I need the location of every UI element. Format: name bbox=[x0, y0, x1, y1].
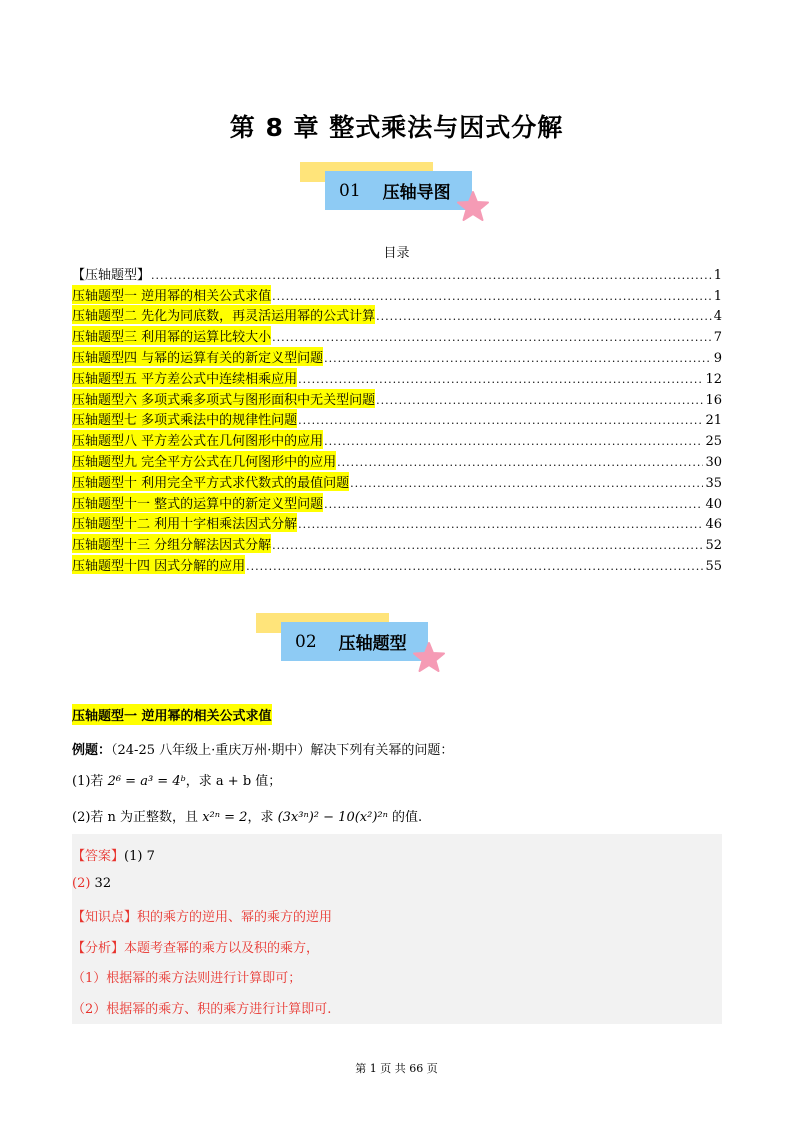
toc-entry[interactable] bbox=[72, 532, 722, 553]
banner-label: 压轴题型 bbox=[338, 634, 407, 654]
toc-leader-dots bbox=[272, 538, 703, 553]
banner-number: 01 bbox=[339, 180, 361, 201]
answer-box bbox=[72, 834, 722, 1024]
question-2 bbox=[72, 806, 422, 825]
toc-entry-page: 9 bbox=[713, 350, 722, 366]
table-of-contents bbox=[72, 262, 722, 574]
toc-entry-page: 52 bbox=[705, 538, 722, 554]
toc-entry-label: 压轴题型七 多项式乘法中的规律性问题 bbox=[72, 409, 297, 428]
toc-entry-label: 压轴题型五 平方差公式中连续相乘应用 bbox=[72, 368, 297, 387]
toc-entry-page: 46 bbox=[705, 517, 722, 533]
toc-entry[interactable] bbox=[72, 470, 722, 491]
toc-entry-page: 1 bbox=[713, 288, 722, 304]
example-label: 例题： bbox=[72, 743, 112, 758]
answer-line bbox=[72, 845, 155, 864]
toc-entry-page: 55 bbox=[705, 558, 722, 574]
knowledge-line bbox=[72, 906, 332, 925]
q1-formula: 2⁶ = a³ = 4ᵇ bbox=[107, 774, 186, 789]
toc-leader-dots bbox=[324, 434, 703, 449]
toc-leader-dots bbox=[337, 455, 703, 470]
section-banner-01 bbox=[300, 162, 490, 222]
toc-leader-dots bbox=[246, 559, 703, 574]
toc-leader-dots bbox=[324, 497, 703, 512]
toc-heading: 目录 bbox=[383, 246, 410, 261]
toc-entry[interactable] bbox=[72, 553, 722, 574]
toc-entry-page: 30 bbox=[705, 454, 722, 470]
toc-leader-dots bbox=[350, 476, 703, 491]
analysis-text: 本题考查幂的乘方以及积的乘方， bbox=[124, 941, 320, 956]
toc-leader-dots bbox=[376, 393, 703, 408]
toc-entry-label: 压轴题型十 利用完全平方式求代数式的最值问题 bbox=[72, 472, 349, 491]
q2-suffix: 的值. bbox=[387, 810, 423, 825]
toc-entry[interactable] bbox=[72, 449, 722, 470]
toc-entry-label: 压轴题型十二 利用十字相乘法因式分解 bbox=[72, 513, 297, 532]
toc-entry[interactable] bbox=[72, 512, 722, 533]
page-footer: 第 1 页 共 66 页 bbox=[355, 1062, 438, 1075]
toc-entry-label: 压轴题型一 逆用幂的相关公式求值 bbox=[72, 285, 271, 304]
answer-2-value: 32 bbox=[90, 876, 112, 891]
q2-prefix: (2)若 n 为正整数，且 bbox=[72, 810, 203, 825]
toc-leader-dots bbox=[272, 289, 712, 304]
q2-mid: ，求 bbox=[247, 810, 278, 825]
star-icon bbox=[413, 642, 445, 672]
answer-2-line bbox=[72, 876, 111, 891]
toc-entry-page: 1 bbox=[713, 267, 722, 283]
toc-entry-label: 压轴题型十四 因式分解的应用 bbox=[72, 555, 245, 574]
banner-blue-box bbox=[325, 171, 472, 210]
banner-number: 02 bbox=[295, 631, 317, 652]
toc-leader-dots bbox=[298, 413, 703, 428]
knowledge-text: 积的乘方的逆用、幂的乘方的逆用 bbox=[137, 910, 333, 925]
section-banner-02 bbox=[256, 613, 446, 673]
toc-entry-label: 压轴题型十三 分组分解法因式分解 bbox=[72, 534, 271, 553]
toc-entry-page: 40 bbox=[705, 496, 722, 512]
section-heading: 压轴题型一 逆用幂的相关公式求值 bbox=[72, 704, 272, 725]
toc-leader-dots bbox=[151, 268, 712, 283]
toc-entry-label: 压轴题型三 利用幂的运算比较大小 bbox=[72, 326, 271, 345]
document-title: 第 8 章 整式乘法与因式分解 bbox=[229, 113, 564, 142]
toc-entry-label: 压轴题型六 多项式乘多项式与图形面积中无关型问题 bbox=[72, 389, 375, 408]
toc-leader-dots bbox=[324, 351, 712, 366]
toc-entry[interactable] bbox=[72, 387, 722, 408]
toc-leader-dots bbox=[298, 517, 703, 532]
answer-tag: 【答案】 bbox=[72, 849, 125, 864]
toc-entry[interactable] bbox=[72, 428, 722, 449]
toc-entry[interactable] bbox=[72, 345, 722, 366]
toc-entry[interactable] bbox=[72, 283, 722, 304]
analysis-step-2: （2）根据幂的乘方、积的乘方进行计算即可. bbox=[72, 1002, 332, 1017]
example-line bbox=[72, 739, 453, 758]
toc-entry[interactable] bbox=[72, 304, 722, 325]
analysis-tag: 【分析】 bbox=[72, 941, 125, 956]
toc-entry[interactable] bbox=[72, 366, 722, 387]
banner-label: 压轴导图 bbox=[382, 183, 451, 203]
toc-entry-page: 25 bbox=[705, 434, 722, 450]
toc-leader-dots bbox=[298, 372, 703, 387]
toc-entry-page: 7 bbox=[713, 330, 722, 346]
banner-blue-box bbox=[281, 622, 428, 661]
analysis-line bbox=[72, 937, 319, 956]
toc-entry-label: 压轴题型二 先化为同底数，再灵活运用幂的公式计算 bbox=[72, 305, 375, 324]
question-1 bbox=[72, 770, 281, 789]
toc-entry[interactable] bbox=[72, 324, 722, 345]
q1-prefix: (1)若 bbox=[72, 774, 108, 789]
toc-entry-page: 21 bbox=[705, 413, 722, 429]
toc-entry-label: 压轴题型九 完全平方公式在几何图形中的应用 bbox=[72, 451, 336, 470]
toc-entry-label: 压轴题型四 与幂的运算有关的新定义型问题 bbox=[72, 347, 323, 366]
toc-entry-label: 【压轴题型】 bbox=[72, 267, 151, 283]
toc-entry[interactable] bbox=[72, 491, 722, 512]
toc-leader-dots bbox=[272, 330, 712, 345]
q2-condition: x²ⁿ = 2 bbox=[202, 810, 248, 825]
q1-suffix: ，求 a + b 值； bbox=[185, 774, 282, 789]
toc-entry-page: 16 bbox=[705, 392, 722, 408]
toc-entry[interactable] bbox=[72, 408, 722, 429]
toc-entry-page: 4 bbox=[713, 309, 722, 325]
toc-entry-label: 压轴题型十一 整式的运算中的新定义型问题 bbox=[72, 493, 323, 512]
knowledge-tag: 【知识点】 bbox=[72, 910, 138, 925]
toc-leader-dots bbox=[376, 309, 712, 324]
toc-entry-page: 12 bbox=[705, 371, 722, 387]
analysis-step-1: （1）根据幂的乘方法则进行计算即可； bbox=[72, 971, 302, 986]
toc-entry-label: 压轴题型八 平方差公式在几何图形中的应用 bbox=[72, 430, 323, 449]
q2-expression: (3x³ⁿ)² − 10(x²)²ⁿ bbox=[277, 810, 388, 825]
toc-entry[interactable] bbox=[72, 262, 722, 283]
toc-entry-page: 35 bbox=[705, 475, 722, 491]
answer-2-index: (2) bbox=[72, 876, 91, 891]
star-icon bbox=[457, 191, 489, 221]
answer-1: (1) 7 bbox=[124, 849, 155, 864]
example-text: （24-25 八年级上·重庆万州·期中）解决下列有关幂的问题： bbox=[111, 743, 454, 758]
